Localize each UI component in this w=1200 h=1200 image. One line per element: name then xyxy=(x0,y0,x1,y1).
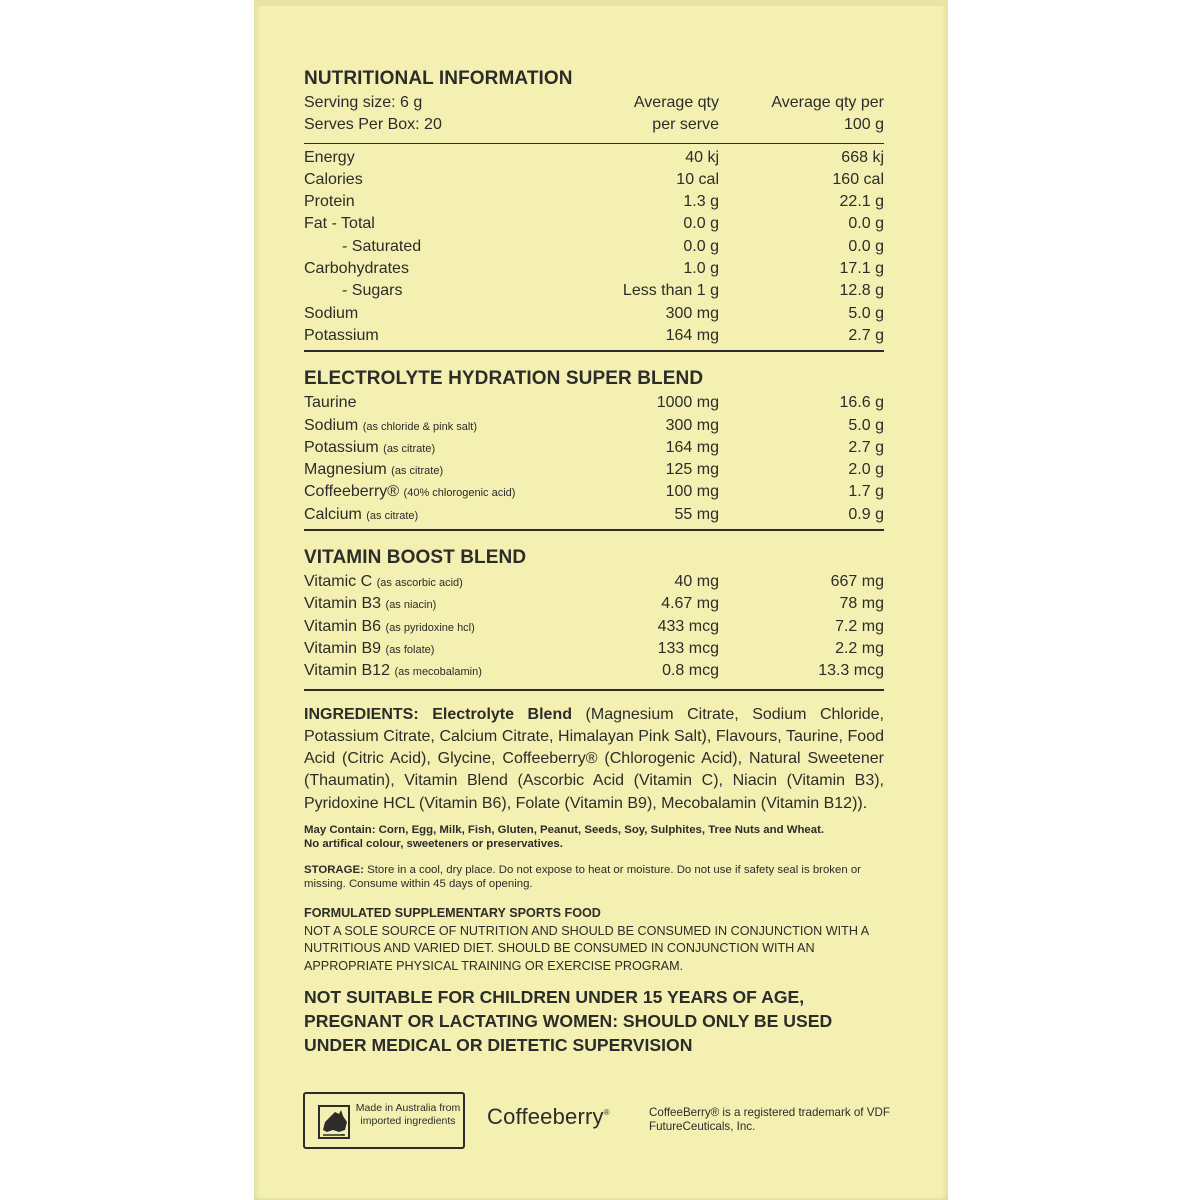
storage xyxy=(304,863,884,891)
per-serve-value: 40 mg xyxy=(674,573,719,591)
allergens-line-1: May Contain: Corn, Egg, Milk, Fish, Gluten, Peanut, Seeds, Soy, Sulphites, Tree Nuts and Wheat. xyxy=(304,824,825,837)
electrolyte-table xyxy=(304,392,884,526)
per-serve-value: 133 mcg xyxy=(657,639,719,657)
nutrient-note: (40% chlorogenic acid) xyxy=(403,487,516,500)
row-label xyxy=(304,258,579,280)
coffeeberry-logo-mark: ® xyxy=(603,1108,610,1117)
nutrition-header-row-2 xyxy=(304,114,884,136)
row-label xyxy=(304,325,579,347)
ingredients-text: (Magnesium Citrate, Sodium Chloride, Potassium Citrate, Calcium Citrate, Himalayan Pink Salt), Flavours, Taurine, Food Acid (Citric Acid), Glycine, Coffeeberry® (Chlorogenic Acid), Natural Sweetener (Thaumatin), Vitamin Blend (Ascorbic Acid (Vitamin C), Niacin (Vitamin B3), Pyridoxine HCL (Vitamin B6), Folate (Vitamin B9), Mecobalamin (Vitamin B12)). xyxy=(304,705,884,812)
nutrient-name: Vitamin B3 xyxy=(304,595,382,613)
per-100g-value: 2.7 g xyxy=(848,438,884,456)
per-100g-value: 2.0 g xyxy=(848,461,884,479)
per-serve-value: 100 mg xyxy=(665,483,719,501)
allergens-line-2: No artifical colour, sweeteners or preservatives. xyxy=(304,838,563,851)
nutrient-note: (as pyridoxine hcl) xyxy=(385,621,475,634)
storage-label: STORAGE: xyxy=(304,864,364,877)
per-serve-value: 40 kj xyxy=(685,148,719,166)
footer xyxy=(303,1090,893,1152)
per-serve-value: 1000 mg xyxy=(656,394,719,412)
per-100g-value: 12.8 g xyxy=(839,282,884,300)
row-label xyxy=(304,459,579,481)
made-in-australia-badge xyxy=(303,1092,465,1149)
row-label xyxy=(304,481,579,503)
per-100g-value: 78 mg xyxy=(839,595,884,613)
nutrient-name: Potassium xyxy=(304,326,379,344)
table-row xyxy=(304,481,884,503)
per-100g-value: 5.0 g xyxy=(848,416,884,434)
nutrient-name: Calories xyxy=(304,170,363,188)
nutrient-name: Taurine xyxy=(304,394,357,412)
per-serve-value: 125 mg xyxy=(665,461,719,479)
table-row xyxy=(304,147,884,169)
per-serve-value: 0.0 g xyxy=(683,215,719,233)
table-row xyxy=(304,459,884,481)
nutrient-note: (as citrate) xyxy=(383,442,436,455)
nutrient-name: - Sugars xyxy=(342,282,403,300)
storage-text: Store in a cool, dry place. Do not expose to heat or moisture. Do not use if safety seal is broken or missing. Consume within 45 days of opening. xyxy=(304,864,861,891)
row-label xyxy=(304,593,579,615)
australia-map-icon xyxy=(317,1104,351,1140)
nutrient-note: (as ascorbic acid) xyxy=(376,577,463,590)
row-label xyxy=(304,616,579,638)
nutrient-note: (as citrate) xyxy=(366,509,419,522)
per-100g-value: 16.6 g xyxy=(839,394,884,412)
allergens xyxy=(304,823,884,851)
header-per-serve: Average qty xyxy=(633,94,719,111)
header-per-100: Average qty per xyxy=(771,94,884,111)
row-label xyxy=(304,638,579,660)
per-100g-value: 0.0 g xyxy=(848,237,884,255)
per-serve-value: 164 mg xyxy=(665,438,719,456)
table-row xyxy=(304,660,884,682)
serving-size: Serving size: 6 g xyxy=(304,94,423,111)
row-label xyxy=(304,213,579,235)
table-row xyxy=(304,638,884,660)
row-label xyxy=(304,169,579,191)
coffeeberry-logo-text: Coffeeberry xyxy=(487,1104,604,1129)
nutrient-name: Vitamin B12 xyxy=(304,662,390,680)
row-label xyxy=(304,437,579,459)
row-label xyxy=(304,415,579,437)
nutrient-note: (as chloride & pink salt) xyxy=(362,420,478,433)
vitamin-title: VITAMIN BOOST BLEND xyxy=(304,547,527,569)
nutrient-name: Calcium xyxy=(304,505,362,523)
table-row xyxy=(304,258,884,280)
divider xyxy=(304,689,884,691)
table-row xyxy=(304,325,884,347)
nutrient-name: Sodium xyxy=(304,304,359,322)
table-row xyxy=(304,415,884,437)
per-100g-value: 667 mg xyxy=(830,573,884,591)
electrolyte-title: ELECTROLYTE HYDRATION SUPER BLEND xyxy=(304,368,704,390)
per-serve-value: 433 mcg xyxy=(657,617,719,635)
header-per-100-2: 100 g xyxy=(843,116,884,134)
nutrient-name: Vitamic C xyxy=(304,573,373,591)
nutrient-name: Energy xyxy=(304,148,355,166)
per-serve-value: 300 mg xyxy=(665,416,719,434)
per-100g-value: 160 cal xyxy=(832,170,884,188)
row-label xyxy=(304,571,579,593)
formulated-text: NOT A SOLE SOURCE OF NUTRITION AND SHOULD BE CONSUMED IN CONJUNCTION WITH A NUTRITIOUS AND VARIED DIET. SHOULD BE CONSUMED IN CONJUNCTION WITH AN APPROPRIATE PHYSICAL TRAINING OR EXERCISE PROGRAM. xyxy=(304,923,869,973)
per-100g-value: 1.7 g xyxy=(848,483,884,501)
formulated-statement xyxy=(304,905,884,975)
per-serve-value: 0.0 g xyxy=(683,237,719,255)
per-100g-value: 668 kj xyxy=(841,148,884,166)
per-100g-value: 0.0 g xyxy=(848,215,884,233)
nutrient-name: Sodium xyxy=(304,416,359,434)
per-serve-value: Less than 1 g xyxy=(622,282,719,300)
per-100g-value: 2.2 mg xyxy=(835,639,884,657)
nutrient-name: Carbohydrates xyxy=(304,260,409,278)
nutrient-name: Magnesium xyxy=(304,461,387,479)
nutrient-note: (as folate) xyxy=(385,643,435,656)
nutrition-title: NUTRITIONAL INFORMATION xyxy=(304,68,573,89)
ingredients-label: INGREDIENTS: xyxy=(304,705,419,723)
ingredients xyxy=(304,704,884,815)
ingredients-blend-label: Electrolyte Blend xyxy=(432,705,572,723)
product-box-back xyxy=(254,0,948,1200)
trademark-notice: CoffeeBerry® is a registered trademark of VDF FutureCeuticals, Inc. xyxy=(649,1106,890,1133)
per-100g-value: 13.3 mcg xyxy=(818,662,884,680)
table-row xyxy=(304,191,884,213)
nutrition-header-row-1 xyxy=(304,92,884,114)
table-row xyxy=(304,593,884,615)
per-100g-value: 7.2 mg xyxy=(835,617,884,635)
per-serve-value: 4.67 mg xyxy=(661,595,719,613)
row-label xyxy=(304,147,579,169)
nutrient-note: (as niacin) xyxy=(385,599,437,612)
nutrient-name: Vitamin B6 xyxy=(304,617,382,635)
nutrient-name: Protein xyxy=(304,193,355,211)
serves-per-box: Serves Per Box: 20 xyxy=(304,116,442,134)
per-100g-value: 17.1 g xyxy=(839,260,884,278)
per-100g-value: 0.9 g xyxy=(848,505,884,523)
table-row xyxy=(304,236,884,258)
per-serve-value: 164 mg xyxy=(665,326,719,344)
per-serve-value: 55 mg xyxy=(674,505,719,523)
table-row xyxy=(304,571,884,593)
table-row xyxy=(304,280,884,302)
nutrition-table xyxy=(304,147,884,348)
row-label xyxy=(304,392,579,414)
row-label xyxy=(304,236,579,258)
per-serve-value: 1.0 g xyxy=(683,260,719,278)
nutrient-name: Coffeeberry® xyxy=(304,483,400,501)
per-serve-value: 0.8 mcg xyxy=(662,662,719,680)
per-serve-value: 300 mg xyxy=(665,304,719,322)
label-content xyxy=(304,66,884,1057)
table-row xyxy=(304,437,884,459)
nutrient-name: Vitamin B9 xyxy=(304,639,382,657)
nutrient-note: (as mecobalamin) xyxy=(394,666,482,679)
table-row xyxy=(304,392,884,414)
row-label xyxy=(304,504,579,526)
coffeeberry-logo xyxy=(487,1104,610,1130)
per-100g-value: 2.7 g xyxy=(848,326,884,344)
row-label xyxy=(304,303,579,325)
header-per-serve-2: per serve xyxy=(652,116,719,134)
table-row xyxy=(304,169,884,191)
table-row xyxy=(304,303,884,325)
row-label xyxy=(304,280,579,302)
per-serve-value: 10 cal xyxy=(676,170,719,188)
table-row xyxy=(304,616,884,638)
per-100g-value: 5.0 g xyxy=(848,304,884,322)
per-serve-value: 1.3 g xyxy=(683,193,719,211)
table-row xyxy=(304,504,884,526)
nutrient-name: Fat - Total xyxy=(304,215,375,233)
row-label xyxy=(304,191,579,213)
row-label xyxy=(304,660,579,682)
nutrient-note: (as citrate) xyxy=(391,465,444,478)
made-in-text: Made in Australia from imported ingredients xyxy=(355,1102,461,1127)
per-100g-value: 22.1 g xyxy=(839,193,884,211)
formulated-title: FORMULATED SUPPLEMENTARY SPORTS FOOD xyxy=(304,906,601,921)
nutrient-name: - Saturated xyxy=(342,237,422,255)
nutrient-name: Potassium xyxy=(304,438,379,456)
warning-statement: NOT SUITABLE FOR CHILDREN UNDER 15 YEARS OF AGE, PREGNANT OR LACTATING WOMEN: SHOULD ONLY BE USED UNDER MEDICAL OR DIETETIC SUPERVISION xyxy=(304,987,833,1056)
vitamin-table xyxy=(304,571,884,682)
table-row xyxy=(304,213,884,235)
